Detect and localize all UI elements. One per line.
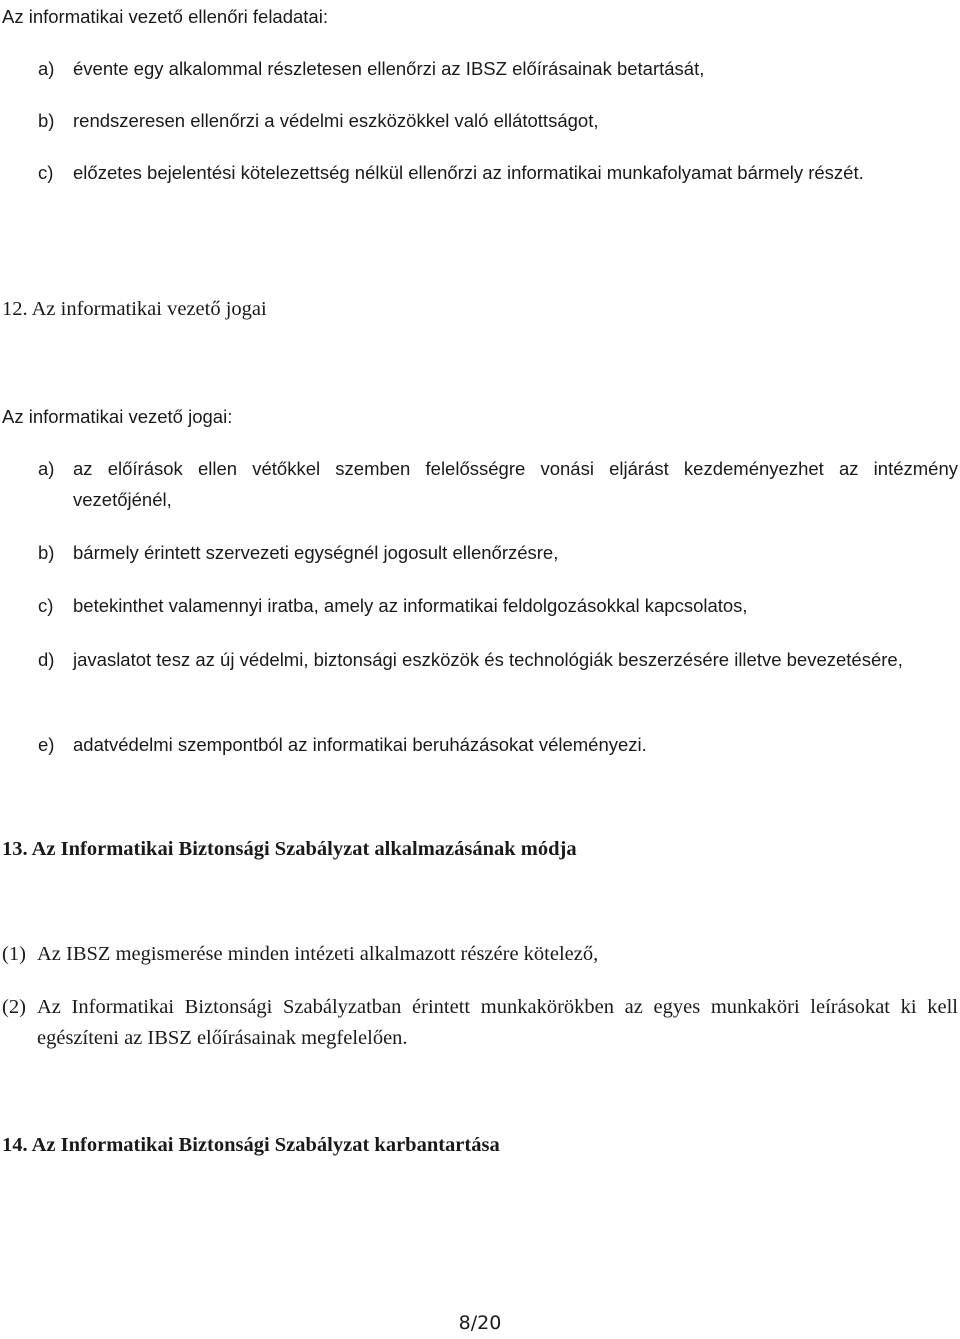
list-item-text: Az IBSZ megismerése minden intézeti alkalmazott részére kötelező,: [37, 943, 599, 965]
section-12-intro: Az informatikai vezető jogai:: [2, 406, 233, 427]
section-12-heading: 12. Az informatikai vezető jogai: [2, 298, 267, 320]
list-item-label: b): [38, 542, 55, 563]
list-item-label: e): [38, 734, 55, 755]
list-item-label: b): [38, 110, 55, 131]
list-item-label: (1): [2, 943, 26, 965]
list-item-label: c): [38, 162, 54, 183]
list-item-label: c): [38, 595, 54, 616]
list-item-label: d): [38, 649, 55, 670]
list-item-text: javaslatot tesz az új védelmi, biztonsági eszközök és technológiák beszerzésére illetve bevezetésére,: [73, 649, 903, 670]
list-item-label: a): [38, 58, 55, 79]
list-item-text: bármely érintett szervezeti egységnél jogosult ellenőrzésre,: [73, 542, 559, 563]
section-11-intro: Az informatikai vezető ellenőri feladatai:: [2, 6, 328, 27]
list-item-label: (2): [2, 996, 26, 1018]
list-item-text: adatvédelmi szempontból az informatikai beruházásokat véleményezi.: [73, 734, 647, 755]
list-item-text: rendszeresen ellenőrzi a védelmi eszközökkel való ellátottságot,: [73, 110, 599, 131]
list-item-text: évente egy alkalommal részletesen ellenőrzi az IBSZ előírásainak betartását,: [73, 58, 705, 79]
list-item-text: betekinthet valamennyi iratba, amely az informatikai feldolgozásokkal kapcsolatos,: [73, 595, 748, 616]
list-item-text: előzetes bejelentési kötelezettség nélkül ellenőrzi az informatikai munkafolyamat bármely részét.: [73, 162, 864, 183]
section-14-heading: 14. Az Informatikai Biztonsági Szabályzat karbantartása: [2, 1134, 500, 1156]
list-item-text: az előírások ellen vétőkkel szemben felelősségre vonási eljárást kezdeményezhet az intézmény vezetőjénél,: [73, 458, 958, 510]
list-item-label: a): [38, 458, 55, 479]
list-item-text: Az Informatikai Biztonsági Szabályzatban érintett munkakörökben az egyes munkaköri leírásokat ki kell egészíteni az IBSZ előírásainak megfelelően.: [37, 996, 958, 1049]
section-13-heading: 13. Az Informatikai Biztonsági Szabályzat alkalmazásának módja: [2, 838, 577, 860]
page-number: 8/20: [458, 1312, 502, 1334]
